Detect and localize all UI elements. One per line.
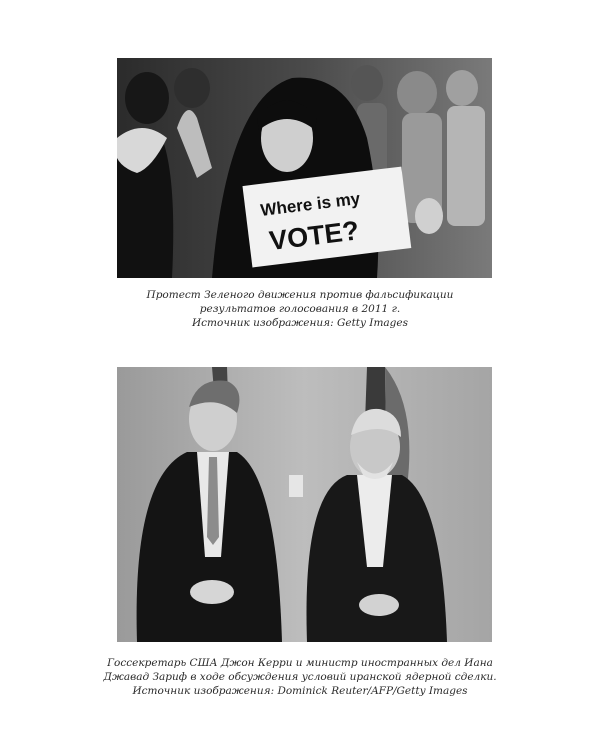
- caption-diplomats-line2: Джавад Зариф в ходе обсуждения условий иранской ядерной сделки.: [103, 671, 497, 683]
- caption-diplomats: [0, 656, 600, 698]
- caption-protest-line1: Протест Зеленого движения против фальсификации: [146, 289, 454, 301]
- caption-diplomats-line1: Госсекретарь США Джон Керри и министр иностранных дел Иана: [107, 657, 493, 669]
- sign-line2: VOTE?: [267, 215, 361, 257]
- caption-diplomats-line3: Источник изображения: Dominick Reuter/AFP/Getty Images: [132, 685, 468, 697]
- sign-line1: Where is my: [259, 188, 362, 220]
- protest-photo: [117, 58, 492, 278]
- caption-protest-line3: Источник изображения: Getty Images: [192, 317, 408, 329]
- caption-protest-line2: результатов голосования в 2011 г.: [199, 303, 401, 315]
- diplomats-photo-illustration: [117, 367, 492, 642]
- protest-photo-illustration: [117, 58, 492, 278]
- caption-protest: [0, 288, 600, 330]
- diplomats-photo: [117, 367, 492, 642]
